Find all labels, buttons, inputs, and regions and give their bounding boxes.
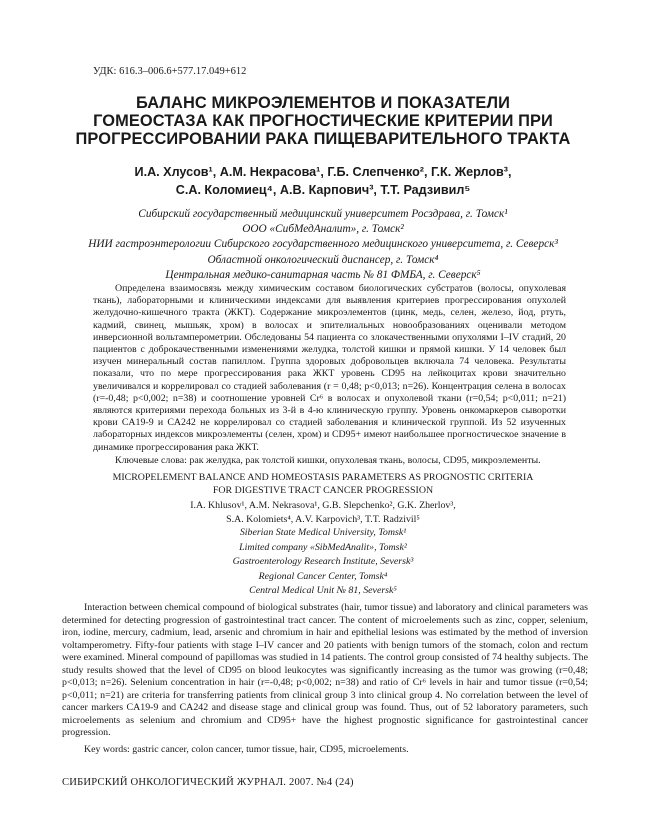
udc-code: УДК: 616.3–006.6+577.17.049+612 (93, 66, 247, 77)
journal-footer: СИБИРСКИЙ ОНКОЛОГИЧЕСКИЙ ЖУРНАЛ. 2007. №4 (24) (62, 777, 354, 788)
english-affiliation: Central Medical Unit № 81, Seversk⁵ (249, 585, 397, 596)
article-title (60, 94, 586, 148)
affiliation: НИИ гастроэнтерологии Сибирского государственного медицинского университета, г. Северск³ (88, 238, 558, 251)
english-title-line: MICROPELEMENT BALANCE AND HOMEOSTASIS PARAMETERS AS PROGNOSTIC CRITERIA (112, 472, 534, 483)
english-title-line: FOR DIGESTIVE TRACT CANCER PROGRESSION (212, 484, 434, 496)
english-affiliation: Regional Cancer Center, Tomsk⁴ (258, 570, 388, 582)
english-title (60, 472, 586, 497)
affiliation: Сибирский государственный медицинский университет Росздрава, г. Томск¹ (138, 208, 508, 220)
english-authors-line: I.A. Khlusov¹, A.M. Nekrasova¹, G.B. Slepchenko², G.K. Zherlov³, (190, 500, 456, 511)
abstract-russian: Определена взаимосвязь между химическим составом биологических субстратов (волосы, опухолевая ткань), лабораторными и клиническими индексами для выявления критериев прогрессирования опухолей желудочно-кишечного тракта (ЖКТ). Содержание микроэлементов (цинк, медь, селен, железо, йод, ртуть, кадмий, свинец, мышьяк, хром) в волосах и эпителиальных новообразованиях оценивали методом инверсионной вольтамперометрии. Обследованы 54 пациента со злокачественными опухолями I–IV стадий, 20 пациентов с доброкачественными изменениями желудка, толстой кишки и прямой кишки. У 14 человек был изучен минеральный состав папиллом. Группа здоровых добровольцев включала 74 человека. Результаты показали, что по мере прогрессирования рака ЖКТ уровень CD95 на лейкоцитах крови значительно увеличивался и коррелировал со стадией заболевания (r = 0,48; p<0,013; n=26). Концентрация селена в волосах (r=-0,48; p<0,002; n=38) и соотношение уровней Cr⁶ в волосах и опухолевой ткани (r=0,54; p<0,011; n=21) являются критериями перехода больных из 3-й в 4-ю клиническую группу. Уровень онкомаркеров сыворотки крови CA19-9 и CA242 не коррелировал со стадией заболевания и клинической группой. Из 52 изученных лабораторных индексов микроэлементы (селен, хром) и CD95+ имеют наибольшее прогностическое значение в динамике прогрессирования рака ЖКТ. (93, 283, 566, 453)
affiliation: Центральная медико-санитарная часть № 81 ФМБА, г. Северск⁵ (165, 268, 481, 281)
english-affiliation: Gastroenterology Research Institute, Seversk³ (232, 556, 414, 567)
affiliations (60, 207, 586, 283)
title-line: БАЛАНС МИКРОЭЛЕМЕНТОВ И ПОКАЗАТЕЛИ (136, 94, 510, 112)
english-affiliation: Limited company «SibMedAnalit», Tomsk² (239, 541, 407, 553)
affiliation: ООО «СибМедАналит», г. Томск² (242, 223, 404, 236)
authors-line: С.А. Коломиец⁴, А.В. Карпович³, Т.Т. Радзивил⁵ (175, 183, 471, 197)
authors-line: И.А. Хлусов¹, А.М. Некрасова¹, Г.Б. Слепченко², Г.К. Жерлов³, (134, 165, 512, 179)
title-line: ГОМЕОСТАЗА КАК ПРОГНОСТИЧЕСКИЕ КРИТЕРИИ ПРИ (93, 112, 553, 130)
authors (60, 163, 586, 199)
english-affiliations (60, 526, 586, 599)
keywords-english: Key words: gastric cancer, colon cancer, tumor tissue, hair, CD95, microelements. (84, 744, 409, 755)
affiliation: Областной онкологический диспансер, г. Томск⁴ (207, 253, 439, 266)
keywords-russian: Ключевые слова: рак желудка, рак толстой кишки, опухолевая ткань, волосы, CD95, микроэлементы. (115, 455, 541, 466)
english-authors (60, 499, 586, 527)
english-affiliation: Siberian State Medical University, Tomsk¹ (239, 527, 407, 538)
english-authors-line: S.A. Kolomiets⁴, A.V. Karpovich³, T.T. Radzivil⁵ (226, 514, 420, 525)
abstract-english: Interaction between chemical compound of biological substrates (hair, tumor tissue) and laboratory and clinical parameters was determined for detecting progression of gastrointestinal tract cancer. The content of microelements such as zinc, copper, selenium, iron, iodine, mercury, cadmium, lead, arsenic and chromium in hair and epithelial lesions was estimated by the method of inversion voltamperometry. Fifty-four patients with stage I–IV cancer and 20 patients with benign tumors of the stomach, colon and rectum were examined. Mineral compound of papillomas was studied in 14 patients. The control group consisted of 74 healthy subjects. The study results showed that the level of CD95 on blood leukocytes was significantly increasing as the tumor was growing (r=0,48; p<0,013; n=26). Selenium concentration in hair (r=-0,48; p<0,002; n=38) and ratio of Cr⁶ levels in hair and tumor tissue (r=0,54; p<0,011; n=21) are criteria for transferring patients from clinical group 3 into clinical group 4. No correlation between the level of cancer markers CA19-9 and CA242 and disease stage and clinical group was found. Thus, out of 52 laboratory parameters, such microelements as selenium and chromium and CD95+ have the highest prognostic significance for gastrointestinal cancer progression. (62, 602, 588, 738)
title-line: ПРОГРЕССИРОВАНИИ РАКА ПИЩЕВАРИТЕЛЬНОГО ТРАКТА (75, 130, 571, 148)
